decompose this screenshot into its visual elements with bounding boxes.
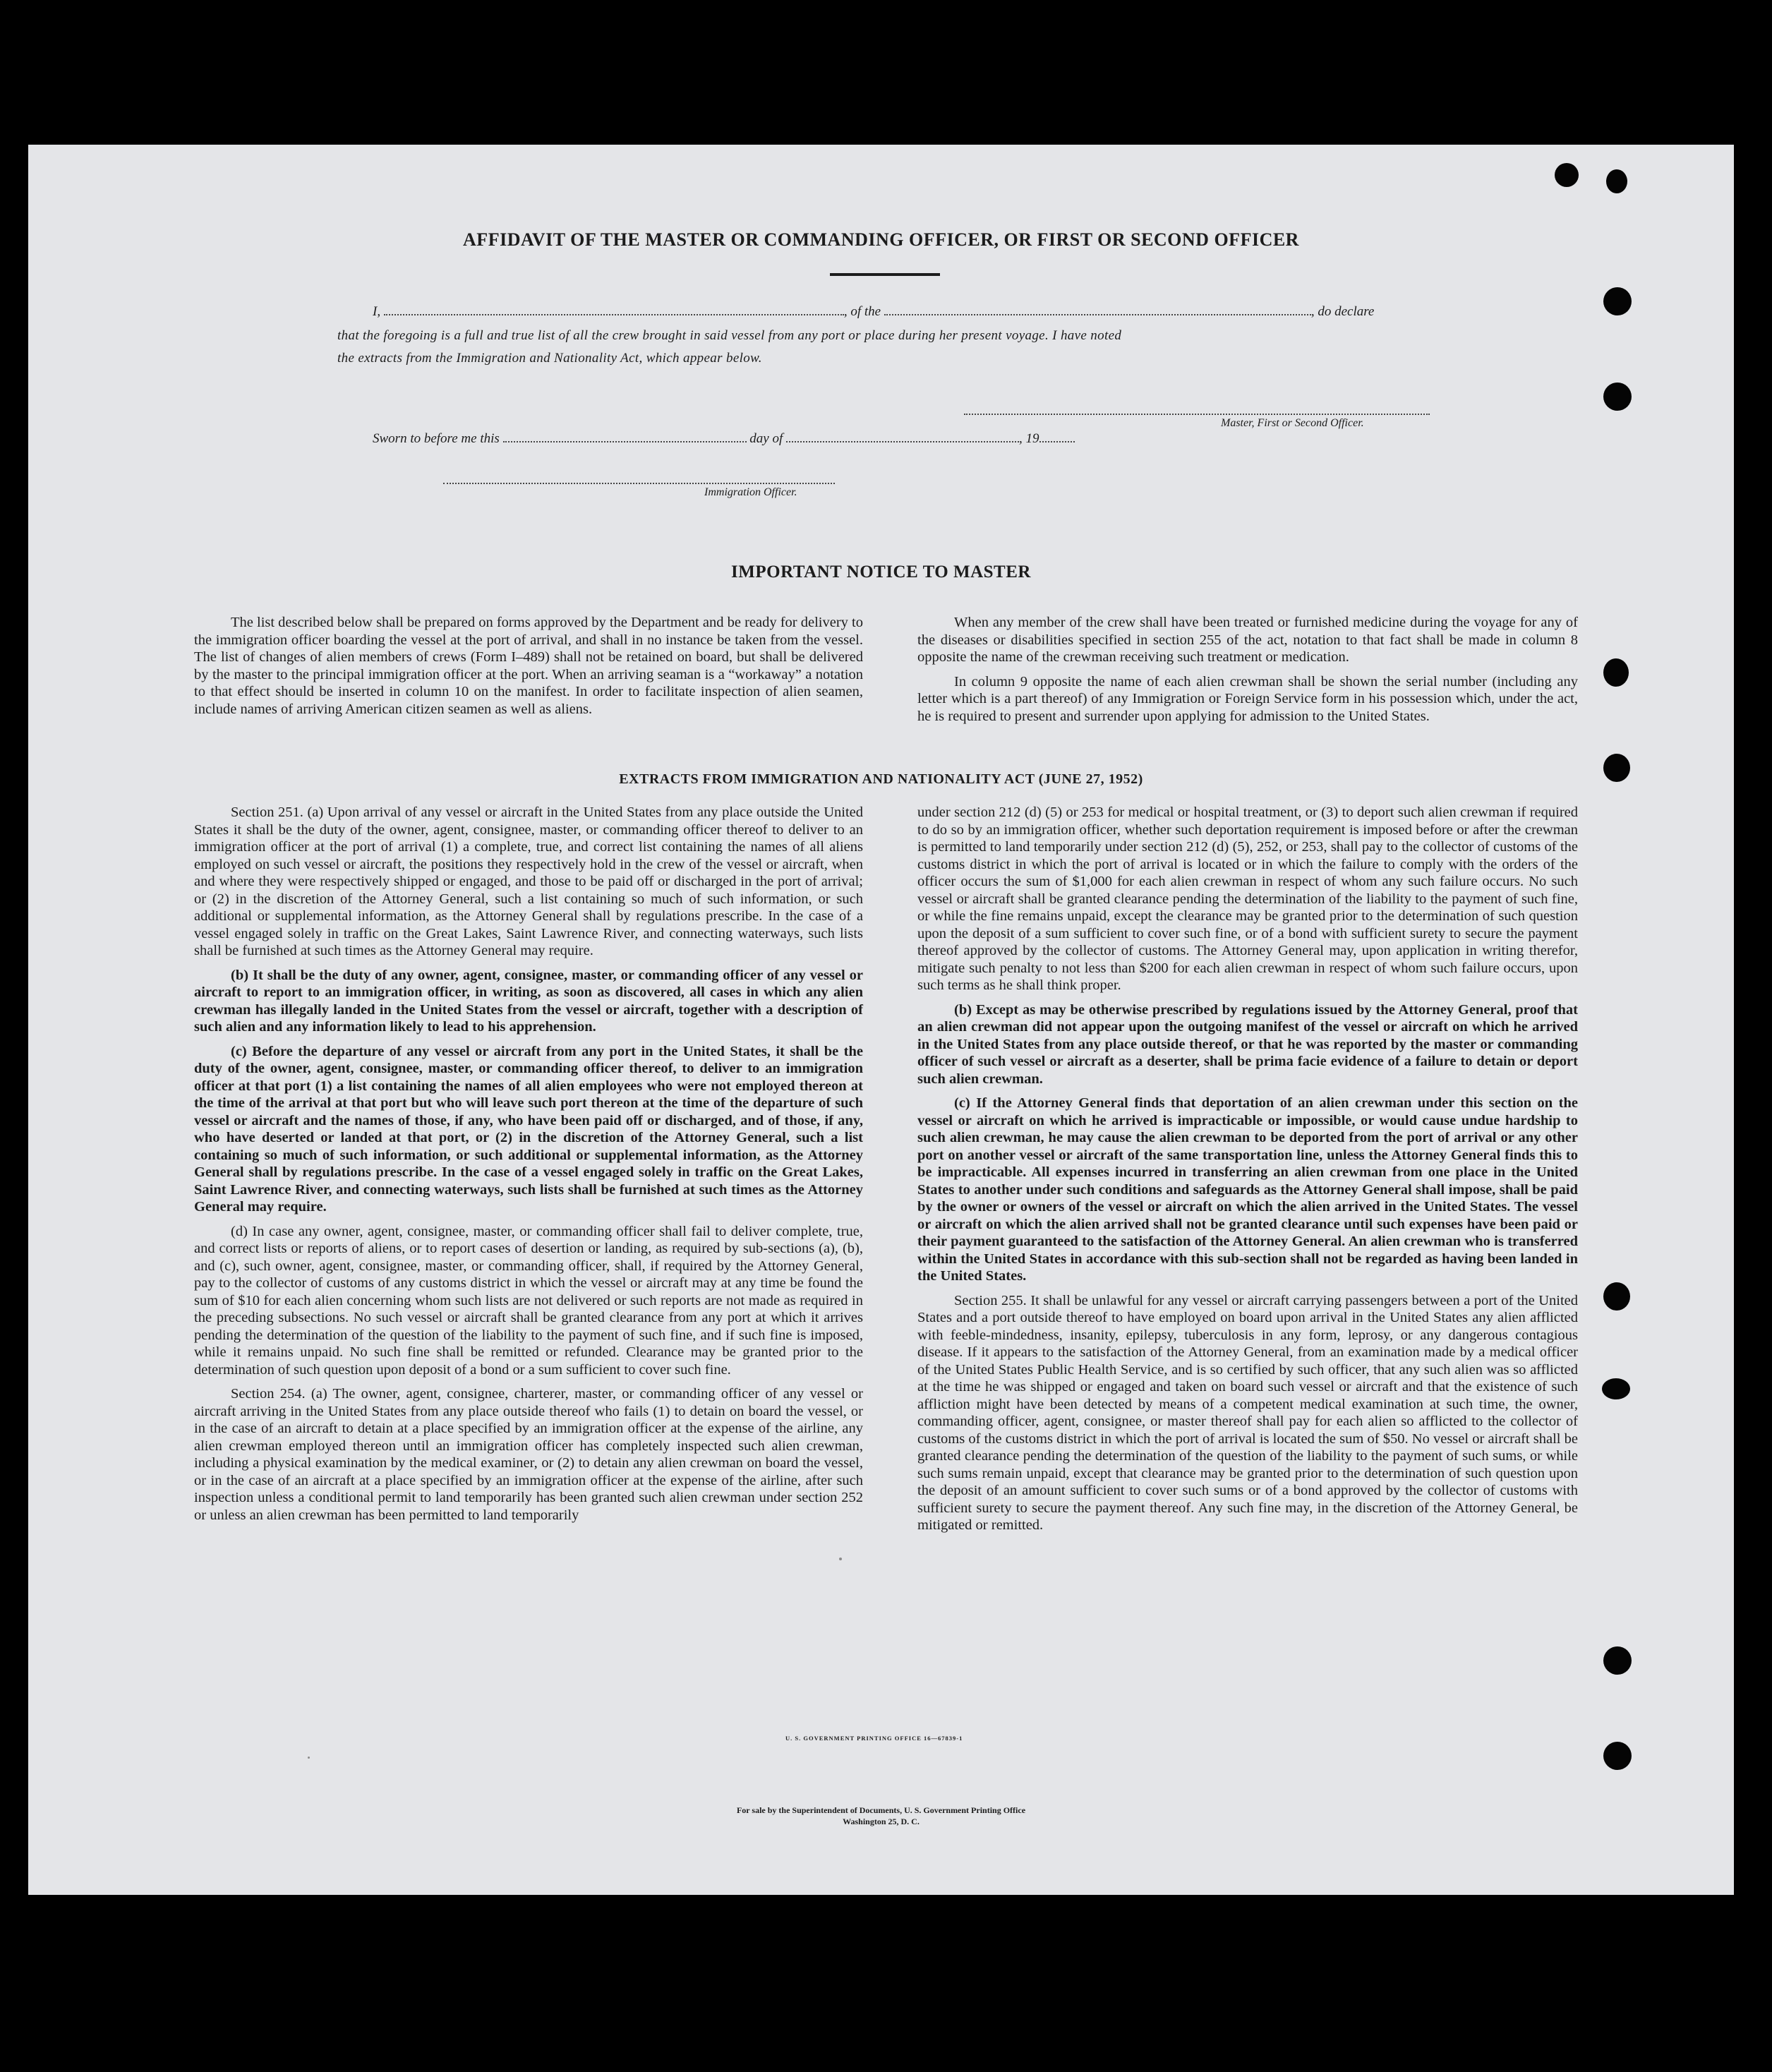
paper-speck xyxy=(308,1757,310,1759)
extracts-right-column xyxy=(917,804,1578,1541)
affidavit-title: AFFIDAVIT OF THE MASTER OR COMMANDING OFFICER, OR FIRST OR SECOND OFFICER xyxy=(463,229,1299,250)
punch-hole xyxy=(1603,658,1629,687)
paper-speck xyxy=(839,1558,842,1560)
declaration-line xyxy=(373,300,1481,323)
punch-hole xyxy=(1555,163,1579,187)
sworn-line xyxy=(373,427,1234,450)
statute-paragraph: under section 212 (d) (5) or 253 for medical or hospital treatment, or (3) to deport such alien crewman if required to do so by an immigration officer, whether such deportation requirement is imposed before or after the crewman is permitted to land temporarily under section 212 (d) (5), 252, or 253, shall pay to the collector of customs of the customs district in which the port of arrival is located or in which the failure to comply with the orders of the officer occurs the sum of $1,000 for each alien crewman in respect of whom any such failure occurs. No such vessel or aircraft shall be granted clearance pending the determination of the liability to the payment of such fine, or while the fine remains unpaid, except the clearance may be granted prior to the determination of such question upon the deposit of a sum sufficient to cover such fine, or of a bond with sufficient surety to secure the payment thereof approved by the collector of customs. The Attorney General may, upon application in writing therefor, mitigate such penalty to not less than $200 for each alien crewman in respect of whom such failure occurs, upon such terms as he shall think proper. xyxy=(917,805,1578,993)
notice-left-column xyxy=(194,614,863,725)
punch-hole xyxy=(1603,287,1632,315)
declaration-of-the: , of the xyxy=(843,304,881,319)
statute-paragraph: Section 254. (a) The owner, agent, consignee, charterer, master, or commanding officer of any vessel or aircraft arriving in the United States from any place outside thereof who fails (1) to detain on board the vessel, or in the case of an aircraft to detain at a place specified by an immigration officer at the expense of the airline, any alien crewman employed thereon until an immigration officer has completely inspected such alien crewman, including a physical examination by the medical examiner, or (2) to detain any alien crewman on board the vessel, or in the case of an aircraft at a place specified by an immigration officer at the expense of the airline, after such inspection unless a conditional permit to land temporarily has been granted such alien crewman under section 252 or unless an alien crewman has been permitted to land temporarily xyxy=(194,1386,863,1523)
punch-hole xyxy=(1603,1742,1632,1770)
sale-notice-line-2: Washington 25, D. C. xyxy=(843,1817,920,1826)
statute-paragraph: Section 255. It shall be unlawful for any vessel or aircraft carrying passengers between a port of the United States and a port outside thereof to have employed on board upon arrival in the United States any alien afflicted with feeble-mindedness, insanity, epilepsy, tuberculosis in any form, leprosy, or any dangerous contagious disease. If it appears to the satisfaction of the Attorney General, from an examination made by a medical officer of the United States Public Health Service, and is so certified by such officer, that any such alien was so afflicted at the time he was shipped or engaged and taken on board such vessel or aircraft and that the existence of such affliction might have been detected by means of a competent medical examination at such time, the owner, commanding officer, agent, consignee, or master thereof shall pay for each alien so afflicted to the collector of customs of the customs district in which the port of arrival is located the sum of $50. No vessel or aircraft shall be granted clearance pending the determination of the question of the liability to the payment of such sums, or while such sums remain unpaid, except that clearance may be granted prior to the determination of such question upon the deposit of an amount sufficient to cover such sums or of a bond approved by the collector of customs with sufficient surety to secure the payment thereof. Any such fine may, in the discretion of the Attorney General, be mitigated or remitted. xyxy=(917,1292,1578,1533)
notice-paragraph: In column 9 opposite the name of each alien crewman shall be shown the serial number (including any letter which is a part thereof) of any Immigration or Foreign Service form in his possession which, under the act, he is required to present and surrender upon applying for admission to the United States. xyxy=(917,673,1578,724)
sale-notice xyxy=(28,1805,1734,1827)
statute-paragraph: (b) It shall be the duty of any owner, agent, consignee, master, or commanding officer of any vessel or aircraft to report to an immigration officer, in writing, as soon as discovered, all cases in which any alien crewman has illegally landed in the United States from the vessel or aircraft, together with a description of such alien and any information likely to lead to his apprehension. xyxy=(194,967,863,1035)
statute-paragraph: Section 251. (a) Upon arrival of any vessel or aircraft in the United States from any place outside the United States it shall be the duty of the owner, agent, consignee, master, or commanding officer thereof to deliver to an immigration officer at the port of arrival (1) a complete, true, and correct list containing the names of all aliens employed on such vessel or aircraft, the positions they respectively hold in the crew of the vessel or aircraft, when and where they were respectively shipped or engaged, and those to be paid off or discharged in the port of arrival; or (2) in the discretion of the Attorney General, such a list containing so much of such information, or such additional or supplemental information, as the Attorney General shall by regulations prescribe. In the case of a vessel engaged solely in traffic on the Great Lakes, Saint Lawrence River, and connecting waterways, such lists shall be furnished at such times as the Attorney General may require. xyxy=(194,805,863,958)
punch-hole xyxy=(1602,1378,1630,1399)
punch-hole xyxy=(1606,169,1627,193)
sale-notice-line-1: For sale by the Superintendent of Documents, U. S. Government Printing Office xyxy=(736,1805,1026,1815)
sworn-year-blank[interactable] xyxy=(1039,428,1075,442)
extracts-title: EXTRACTS FROM IMMIGRATION AND NATIONALITY ACT (JUNE 27, 1952) xyxy=(619,771,1143,787)
master-signature-label: Master, First or Second Officer. xyxy=(1221,417,1364,429)
master-signature-line[interactable] xyxy=(964,414,1430,415)
sworn-year: , 19 xyxy=(1019,431,1039,446)
title-rule xyxy=(830,273,940,276)
notice-right-column xyxy=(917,614,1578,732)
punch-hole xyxy=(1603,383,1632,411)
sworn-day-blank[interactable] xyxy=(503,428,747,442)
officer-signature-line[interactable] xyxy=(443,483,835,484)
statute-paragraph: (d) In case any owner, agent, consignee, master, or commanding officer shall fail to deliver complete, true, and correct lists or reports of aliens, or to report cases of desertion or landing, as required by sub-sections (a), (b), and (c), such owner, agent, consignee, master, or commanding officer, shall, if required by the Attorney General, pay to the collector of customs of any customs district in which the vessel or aircraft may at any time be found the sum of $10 for each alien concerning whom such lists are not delivered or such reports are not made as required in the preceding subsections. No such vessel or aircraft shall be granted clearance from any port at which it arrives pending the determination of the question of the liability to the payment of such fine, and if such fine is imposed, while it remains unpaid. No such fine shall be remitted or refunded. Clearance may be granted prior to the determination of such question upon deposit of a bond or a sum sufficient to cover such fine. xyxy=(194,1223,863,1378)
form-sheet xyxy=(28,145,1734,1895)
statute-paragraph: (c) If the Attorney General finds that deportation of an alien crewman under this section on the vessel or aircraft on which he arrived is impracticable or impossible, or would cause undue hardship to such alien crewman, he may cause the alien crewman to be deported from the port of arrival or any other port on another vessel or aircraft of the same transportation line, unless the Attorney General finds this to be impracticable. All expenses incurred in transferring an alien crewman from one place in the United States to another under such conditions and safeguards as the Attorney General shall impose, shall be paid by the owner or owners of the vessel or aircraft on which the alien arrived in the United States. The vessel or aircraft on which the alien arrived shall not be granted clearance until such expenses have been paid or their payment guaranteed to the satisfaction of the Attorney General. An alien crewman who is transferred within the United States in accordance with this sub-section shall not be regarded as having been landed in the United States. xyxy=(917,1095,1578,1284)
printing-office-imprint: U. S. GOVERNMENT PRINTING OFFICE 16—67839-1 xyxy=(785,1735,963,1742)
vessel-blank[interactable] xyxy=(884,301,1311,315)
declaration-text-2: that the foregoing is a full and true list of all the crew brought in said vessel from any port or place during her present voyage. I have noted xyxy=(337,328,1122,343)
declaration-text-3: the extracts from the Immigration and Nationality Act, which appear below. xyxy=(337,351,762,366)
notice-title: IMPORTANT NOTICE TO MASTER xyxy=(731,562,1031,582)
declaration-declare: , do declare xyxy=(1310,304,1375,319)
notice-paragraph: The list described below shall be prepared on forms approved by the Department and be ready for delivery to the immigration officer boarding the vessel at the port of arrival, and shall in no instance be taken from the vessel. The list of changes of alien members of crews (Form I–489) shall not be retained on board, but shall be delivered by the master to the principal immigration officer at the port. When an arriving seaman is a “workaway” a notation to that effect should be inserted in column 10 on the manifest. In order to facilitate inspection of alien seamen, include names of arriving American citizen seamen as well as aliens. xyxy=(194,615,863,717)
extracts-left-column xyxy=(194,804,863,1531)
name-blank[interactable] xyxy=(384,301,844,315)
punch-hole xyxy=(1603,1646,1632,1675)
statute-paragraph: (b) Except as may be otherwise prescribed by regulations issued by the Attorney General, proof that an alien crewman did not appear upon the outgoing manifest of the vessel or aircraft on which he arrived in the United States from any place outside thereof, or that he was reported by the master or commanding officer of such vessel or aircraft as a deserter, shall be prima facie evidence of a failure to detain or deport such alien crewman. xyxy=(917,1001,1578,1087)
sworn-prefix: Sworn to before me this xyxy=(373,431,500,446)
officer-signature-label: Immigration Officer. xyxy=(704,486,797,498)
declaration-i: I, xyxy=(373,304,381,319)
statute-paragraph: (c) Before the departure of any vessel or aircraft from any port in the United States, it shall be the duty of the owner, agent, consignee, master, or commanding officer thereof, to deliver to an immigration officer at that port (1) a list containing the names of all alien employees who were not employed thereon at the time of the arrival at that port but who will leave such port thereon at the time of the departure of such vessel or aircraft and the names of those, if any, who have been paid off or discharged, and of those, if any, who have deserted or landed at that port, or (2) in the discretion of the Attorney General, such a list containing so much of such information, or such additional or supplemental information, as the Attorney General shall by regulations prescribe. In the case of a vessel engaged solely in traffic on the Great Lakes, Saint Lawrence River, and connecting waterways, such lists shall be furnished at such times as the Attorney General may require. xyxy=(194,1043,863,1215)
sworn-month-blank[interactable] xyxy=(786,428,1019,442)
sworn-day-of: day of xyxy=(749,431,783,446)
punch-hole xyxy=(1603,1282,1630,1311)
notice-paragraph: When any member of the crew shall have been treated or furnished medicine during the voyage for any of the diseases or disabilities specified in section 255 of the act, notation to that fact shall be made in column 8 opposite the name of the crewman receiving such treatment or medication. xyxy=(917,615,1578,665)
